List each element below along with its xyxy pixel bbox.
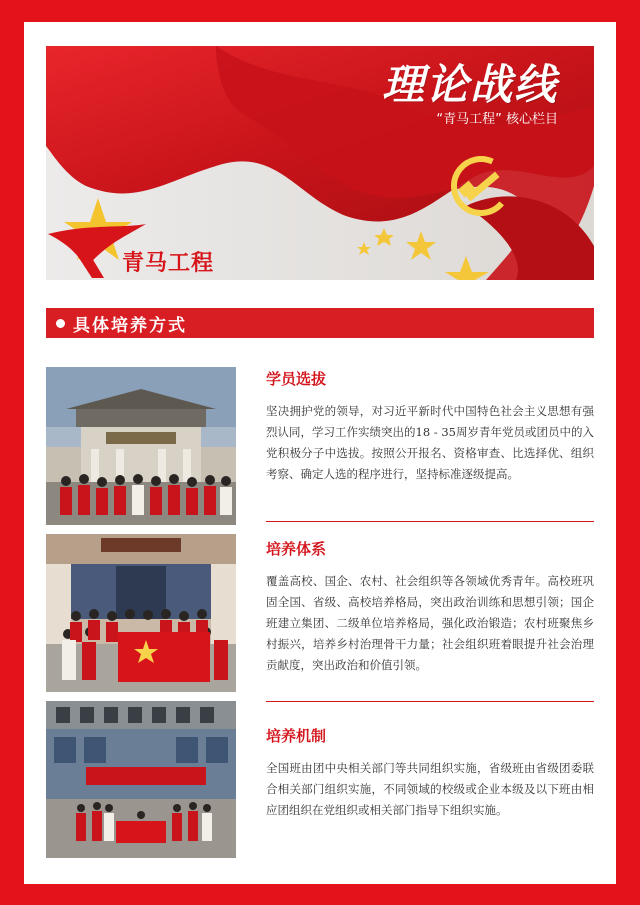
body-training-system: 覆盖高校、国企、农村、社会组织等各领域优秀青年。高校班巩固全国、省级、高校培养格局，突出政治训练和思想引领；国企班建立集团、二级单位培养格局，强化政治锻造；农村班聚焦乡村振兴，培养乡村治理骨干力量；社会组织班着眼提升社会治理贡献度，突出政治和价值引领。 bbox=[266, 574, 594, 672]
heading-trainee-selection: 学员选拔 bbox=[266, 370, 327, 388]
block-trainee-selection bbox=[266, 368, 594, 485]
divider-1 bbox=[266, 521, 594, 522]
heading-training-mechanism: 培养机制 bbox=[266, 727, 327, 745]
banner bbox=[46, 46, 594, 280]
heading-training-system: 培养体系 bbox=[266, 540, 327, 558]
body-trainee-selection: 坚决拥护党的领导，对习近平新时代中国特色社会主义思想有强烈认同，学习工作实绩突出的18 - 35周岁青年党员或团员中的入党积极分子中选拔。按照公开报名、资格审查、比选择优、组织考察、确定人选的程序进行，坚持标准逐级提高。 bbox=[266, 404, 594, 481]
block-training-mechanism bbox=[266, 725, 594, 821]
body-training-mechanism: 全国班由团中央相关部门等共同组织实施，省级班由省级团委联合相关部门组织实施，不同领域的校级或企业本级及以下班由相应团组织在党组织或相关部门指导下组织实施。 bbox=[266, 761, 594, 817]
photo-facade-banner bbox=[46, 701, 236, 858]
photo-group-flag bbox=[46, 534, 236, 692]
bullet-icon bbox=[56, 319, 65, 328]
section-header bbox=[46, 308, 594, 338]
brand-logo-text: 青马工程 bbox=[122, 251, 215, 276]
section-title: 具体培养方式 bbox=[73, 315, 187, 336]
page bbox=[24, 22, 616, 884]
banner-subtitle: “青马工程” 核心栏目 bbox=[436, 112, 558, 127]
block-training-system bbox=[266, 538, 594, 676]
photo-building-students bbox=[46, 367, 236, 525]
banner-title: 理论战线 bbox=[381, 60, 558, 109]
divider-2 bbox=[266, 701, 594, 702]
